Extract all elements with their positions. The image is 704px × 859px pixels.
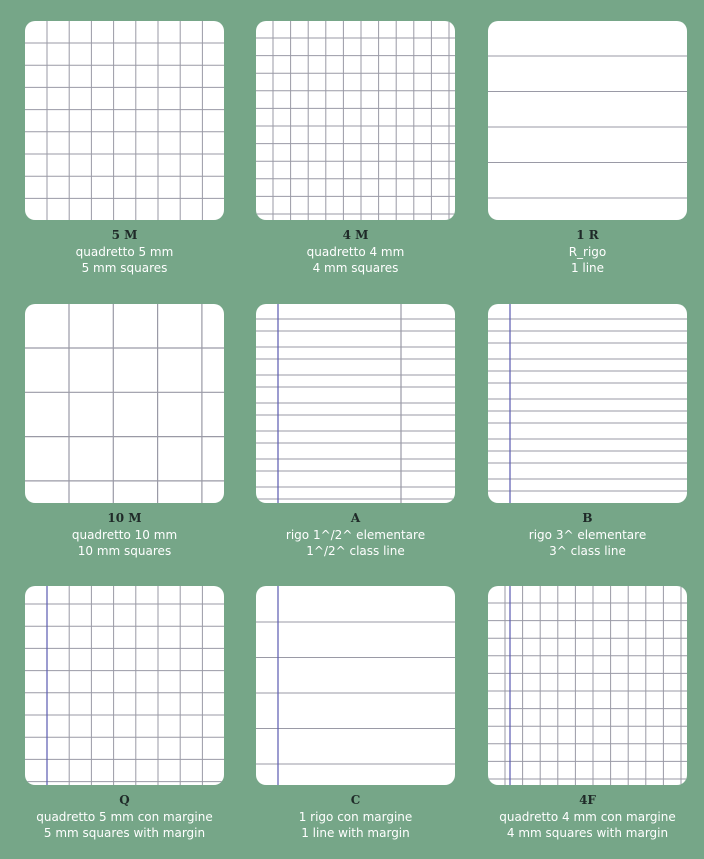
sample-english-description: 5 mm squares <box>81 261 168 275</box>
grid-pattern-10mm <box>25 304 224 503</box>
sample-italian-description: rigo 3^ elementare <box>528 528 647 542</box>
paper-sample-card <box>25 21 224 220</box>
sample-code: A <box>350 511 361 525</box>
sample-code: 4 M <box>342 228 369 242</box>
paper-sample-card <box>256 304 455 503</box>
paper-sample-card <box>25 586 224 785</box>
sample-code: B <box>582 511 593 525</box>
sample-italian-description: 1 rigo con margine <box>298 810 413 824</box>
paper-sample-card <box>256 586 455 785</box>
sample-english-description: 1 line with margin <box>301 826 410 840</box>
sample-captions <box>468 792 704 841</box>
sample-english-description: 4 mm squares <box>312 261 399 275</box>
sample-english-description: 5 mm squares with margin <box>43 826 206 840</box>
sample-code: 5 M <box>111 228 138 242</box>
sample-code: 10 M <box>107 511 142 525</box>
paper-sample-card <box>256 21 455 220</box>
sample-code: C <box>350 793 361 807</box>
sample-italian-description: rigo 1^/2^ elementare <box>285 528 426 542</box>
sample-captions <box>5 792 244 841</box>
sample-italian-description: quadretto 5 mm con margine <box>36 810 213 824</box>
grid-pattern-5mm <box>25 21 224 220</box>
sample-italian-description: quadretto 5 mm <box>75 245 174 259</box>
sample-italian-description: quadretto 10 mm <box>71 528 178 542</box>
sample-english-description: 4 mm squares with margin <box>506 826 669 840</box>
paper-sample-card <box>25 304 224 503</box>
grid-pattern-4mm-margin <box>488 586 687 785</box>
sample-english-description: 10 mm squares <box>77 544 172 558</box>
sample-code: 1 R <box>576 228 599 242</box>
ruled-pattern-margin <box>256 586 455 785</box>
sample-italian-description: quadretto 4 mm <box>306 245 405 259</box>
sample-captions <box>5 510 244 559</box>
ruled-pattern <box>488 21 687 220</box>
sample-english-description: 1 line <box>570 261 605 275</box>
sample-italian-description: R_rigo <box>568 245 607 259</box>
grid-pattern-5mm-margin <box>25 586 224 785</box>
sample-captions <box>5 227 244 276</box>
ruled-pattern-margin <box>488 304 687 503</box>
ruled-pattern-double-margin <box>256 304 455 503</box>
sample-code: Q <box>119 793 130 807</box>
sample-english-description: 1^/2^ class line <box>306 544 405 558</box>
paper-sample-card <box>488 21 687 220</box>
grid-pattern-4mm <box>256 21 455 220</box>
sample-captions <box>236 510 475 559</box>
paper-sample-card <box>488 586 687 785</box>
sample-captions <box>236 227 475 276</box>
sample-captions <box>468 510 704 559</box>
sample-code: 4F <box>579 793 596 807</box>
paper-sample-card <box>488 304 687 503</box>
sample-captions <box>468 227 704 276</box>
sample-captions <box>236 792 475 841</box>
sample-english-description: 3^ class line <box>549 544 626 558</box>
sample-italian-description: quadretto 4 mm con margine <box>499 810 676 824</box>
